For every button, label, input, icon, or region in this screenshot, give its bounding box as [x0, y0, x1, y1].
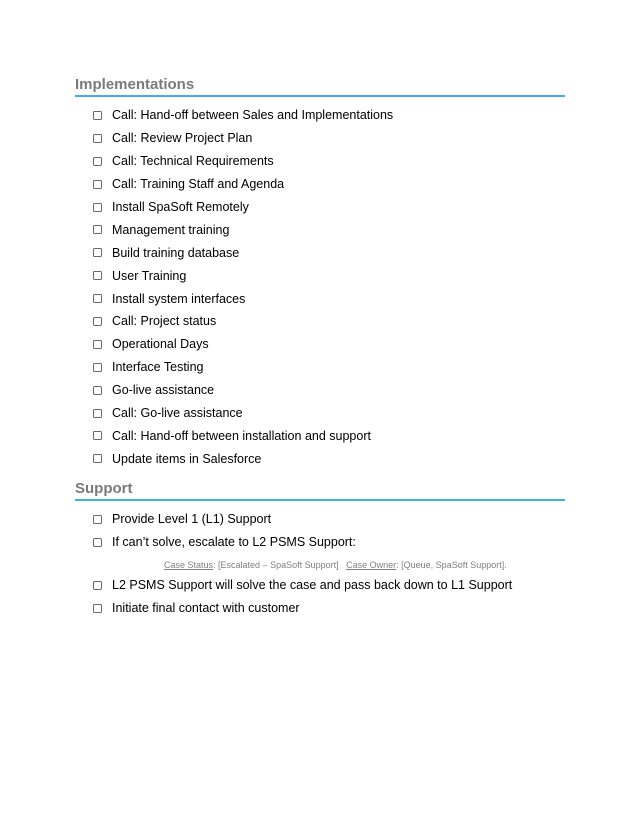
checklist-item-label: Update items in Salesforce: [112, 451, 262, 466]
checklist-item-label: User Training: [112, 268, 187, 283]
checklist-item-label: Call: Training Staff and Agenda: [112, 177, 285, 192]
checkbox-icon[interactable]: [93, 203, 102, 212]
checklist-item: [93, 447, 393, 470]
checklist-item-label: Call: Project status: [112, 314, 217, 329]
case-owner-value: : [Queue, SpaSoft Support].: [396, 560, 507, 570]
checkbox-icon[interactable]: [93, 538, 102, 547]
checklist-item: [93, 218, 393, 241]
checklist-item: [93, 104, 393, 127]
checklist-item-label: L2 PSMS Support will solve the case and pass back down to L1 Support: [112, 578, 513, 593]
case-status-label: Case Status: [164, 560, 214, 570]
checkbox-icon[interactable]: [93, 515, 102, 524]
checklist-item: [93, 287, 393, 310]
checklist-item-label: Call: Review Project Plan: [112, 131, 253, 146]
checklist-item-label: Build training database: [112, 245, 240, 260]
checkbox-icon[interactable]: [93, 248, 102, 257]
checklist-item: [93, 310, 393, 333]
checklist-item: [93, 508, 356, 531]
checkbox-icon[interactable]: [93, 180, 102, 189]
checkbox-icon[interactable]: [93, 431, 102, 440]
checkbox-icon[interactable]: [93, 317, 102, 326]
checklist-item: [93, 574, 512, 597]
checkbox-icon[interactable]: [93, 581, 102, 590]
checklist-item: [93, 597, 512, 620]
checklist-item-label: Call: Hand-off between installation and support: [112, 428, 371, 443]
checkbox-icon[interactable]: [93, 363, 102, 372]
checklist-item-label: Call: Technical Requirements: [112, 154, 274, 169]
checklist-item: [93, 196, 393, 219]
checkbox-icon[interactable]: [93, 111, 102, 120]
implementations-heading: Implementations: [75, 76, 195, 93]
checkbox-icon[interactable]: [93, 134, 102, 143]
checkbox-icon[interactable]: [93, 271, 102, 280]
checklist-item-label: Initiate final contact with customer: [112, 601, 300, 616]
checklist-item: [93, 379, 393, 402]
checklist-item: [93, 531, 356, 554]
checkbox-icon[interactable]: [93, 225, 102, 234]
checkbox-icon[interactable]: [93, 604, 102, 613]
case-status-value: : [Escalated – SpaSoft Support]: [213, 560, 339, 570]
checklist-item: [93, 356, 393, 379]
checklist-item: [93, 402, 393, 425]
case-note: [164, 559, 507, 571]
checkbox-icon[interactable]: [93, 409, 102, 418]
checklist-item-label: Go-live assistance: [112, 383, 215, 398]
checklist-item-label: Interface Testing: [112, 360, 204, 375]
case-owner-label: Case Owner: [346, 560, 397, 570]
checklist-item-label: Install system interfaces: [112, 291, 246, 306]
checkbox-icon[interactable]: [93, 340, 102, 349]
checklist-item: [93, 264, 393, 287]
checklist-item: [93, 424, 393, 447]
checklist-item-label: Install SpaSoft Remotely: [112, 200, 249, 214]
checklist-item: [93, 127, 393, 150]
checkbox-icon[interactable]: [93, 157, 102, 166]
checklist-item-label: Call: Hand-off between Sales and Implementations: [112, 108, 394, 123]
checklist-item-label: Call: Go-live assistance: [112, 406, 243, 421]
checklist-item-label: Operational Days: [112, 337, 209, 352]
support-checklist: [93, 508, 356, 554]
checklist-item: [93, 241, 393, 264]
checklist-item-label: If can’t solve, escalate to L2 PSMS Support:: [112, 535, 356, 550]
checklist-item: [93, 333, 393, 356]
checklist-item-label: Provide Level 1 (L1) Support: [112, 512, 272, 527]
support-divider: [75, 499, 565, 501]
implementations-divider: [75, 95, 565, 97]
checklist-item: [93, 150, 393, 173]
support-heading: Support: [75, 480, 133, 497]
checklist-item: [93, 173, 393, 196]
implementations-checklist: [93, 104, 393, 470]
checklist-item-label: Management training: [112, 222, 230, 237]
support-checklist-continued: [93, 574, 512, 620]
checkbox-icon[interactable]: [93, 386, 102, 395]
checkbox-icon[interactable]: [93, 294, 102, 303]
checkbox-icon[interactable]: [93, 454, 102, 463]
